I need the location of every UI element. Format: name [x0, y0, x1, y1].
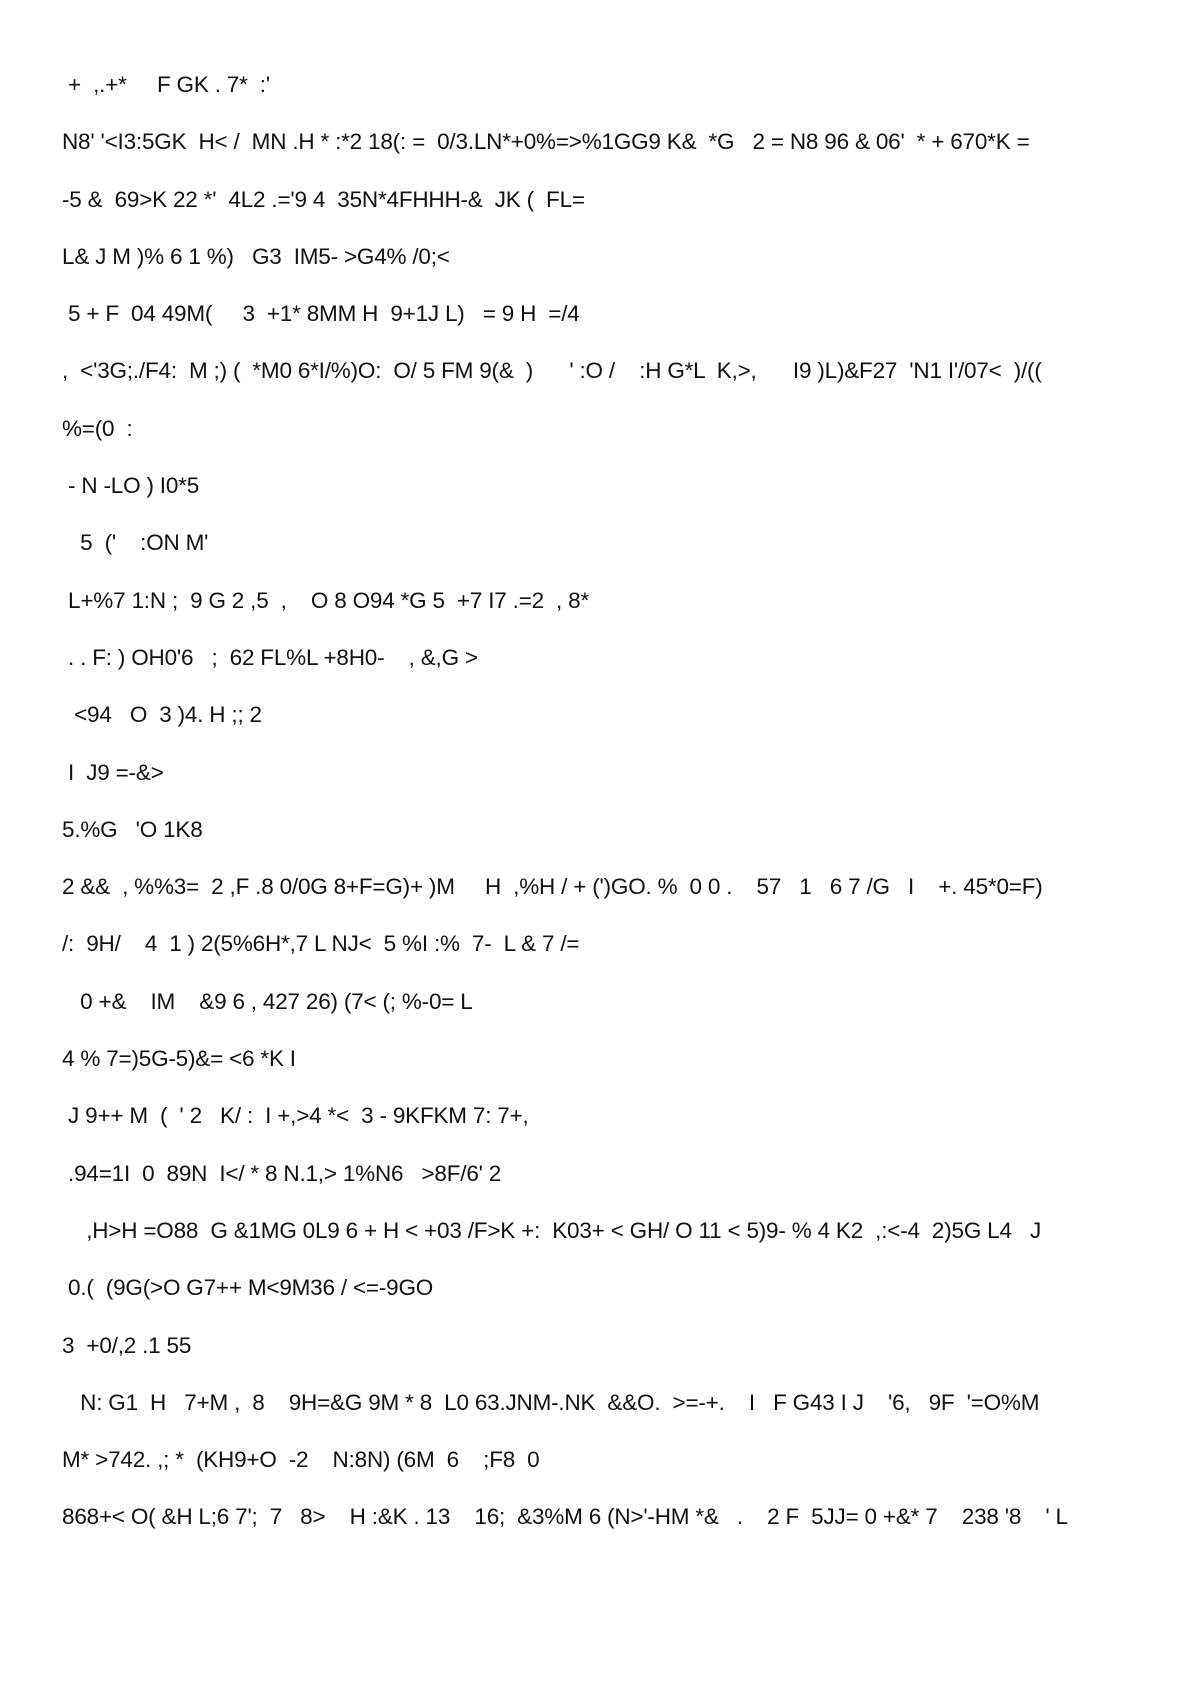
text-line: . . F: ) OH0'6 ; 62 FL%L +8H0- , &,G >: [62, 644, 478, 670]
document-text-block: [62, 68, 1162, 1558]
text-line: L& J M )% 6 1 %) G3 IM5- >G4% /0;<: [62, 243, 450, 269]
text-line: + ,.+* F GK . 7* :': [62, 72, 270, 97]
text-line: N: G1 H 7+M , 8 9H=&G 9M * 8 L0 63.JNM-.NK &&O. >=-+. I F G43 I J '6, 9F '=O%M: [62, 1389, 1040, 1415]
text-line: -5 & 69>K 22 *' 4L2 .='9 4 35N*4FHHH-& JK ( FL=: [62, 186, 585, 212]
text-line: /: 9H/ 4 1 ) 2(5%6H*,7 L NJ< 5 %I :% 7- L & 7 /=: [62, 931, 580, 957]
text-line: 5.%G 'O 1K8: [62, 816, 203, 842]
text-line: 0 +& IM &9 6 , 427 26) (7< (; %-0= L: [62, 988, 473, 1014]
text-line: 868+< O( &H L;6 7'; 7 8> H :&K . 13 16; &3%M 6 (N>'-HM *& . 2 F 5JJ= 0 +&* 7 238 '8 ' L: [62, 1504, 1068, 1530]
text-line: <94 O 3 )4. H ;; 2: [62, 702, 262, 728]
text-line: 5 (' :ON M': [62, 530, 209, 556]
text-line: M* >742. ,; * (KH9+O -2 N:8N) (6M 6 ;F8 0: [62, 1447, 540, 1473]
text-line: I J9 =-&>: [62, 759, 164, 785]
text-line: 2 && , %%3= 2 ,F .8 0/0G 8+F=G)+ )M H ,%H / + (')GO. % 0 0 . 57 1 6 7 /G I +. 45*0=F): [62, 874, 1043, 900]
text-line: 4 % 7=)5G-5)&= <6 *K I: [62, 1046, 296, 1072]
text-line: 5 + F 04 49M( 3 +1* 8MM H 9+1J L) = 9 H =/4: [62, 301, 580, 327]
text-line: 0.( (9G(>O G7++ M<9M36 / <=-9GO: [62, 1275, 434, 1301]
text-line: 3 +0/,2 .1 55: [62, 1332, 192, 1358]
text-line: J 9++ M ( ' 2 K/ : I +,>4 *< 3 - 9KFKM 7: 7+,: [62, 1103, 529, 1129]
text-line: L+%7 1:N ; 9 G 2 ,5 , O 8 O94 *G 5 +7 I7 .=2 , 8*: [62, 587, 590, 613]
text-line: %=(0 :: [62, 415, 133, 441]
text-line: - N -LO ) I0*5: [62, 473, 200, 499]
text-line: , <'3G;./F4: M ;) ( *M0 6*I/%)O: O/ 5 FM 9(& ) ' :O / :H G*L K,>, I9 )L)&F27 'N1 I'/07< )/((: [62, 358, 1042, 384]
text-line: N8' '<I3:5GK H< / MN .H * :*2 18(: = 0/3.LN*+0%=>%1GG9 K& *G 2 = N8 96 & 06' * + 670*K =: [62, 129, 1030, 155]
text-line: .94=1I 0 89N I</ * 8 N.1,> 1%N6 >8F/6' 2: [62, 1160, 502, 1186]
text-line: ,H>H =O88 G &1MG 0L9 6 + H < +03 /F>K +: K03+ < GH/ O 11 < 5)9- % 4 K2 ,:<-4 2)5G L4 J: [62, 1217, 1042, 1243]
